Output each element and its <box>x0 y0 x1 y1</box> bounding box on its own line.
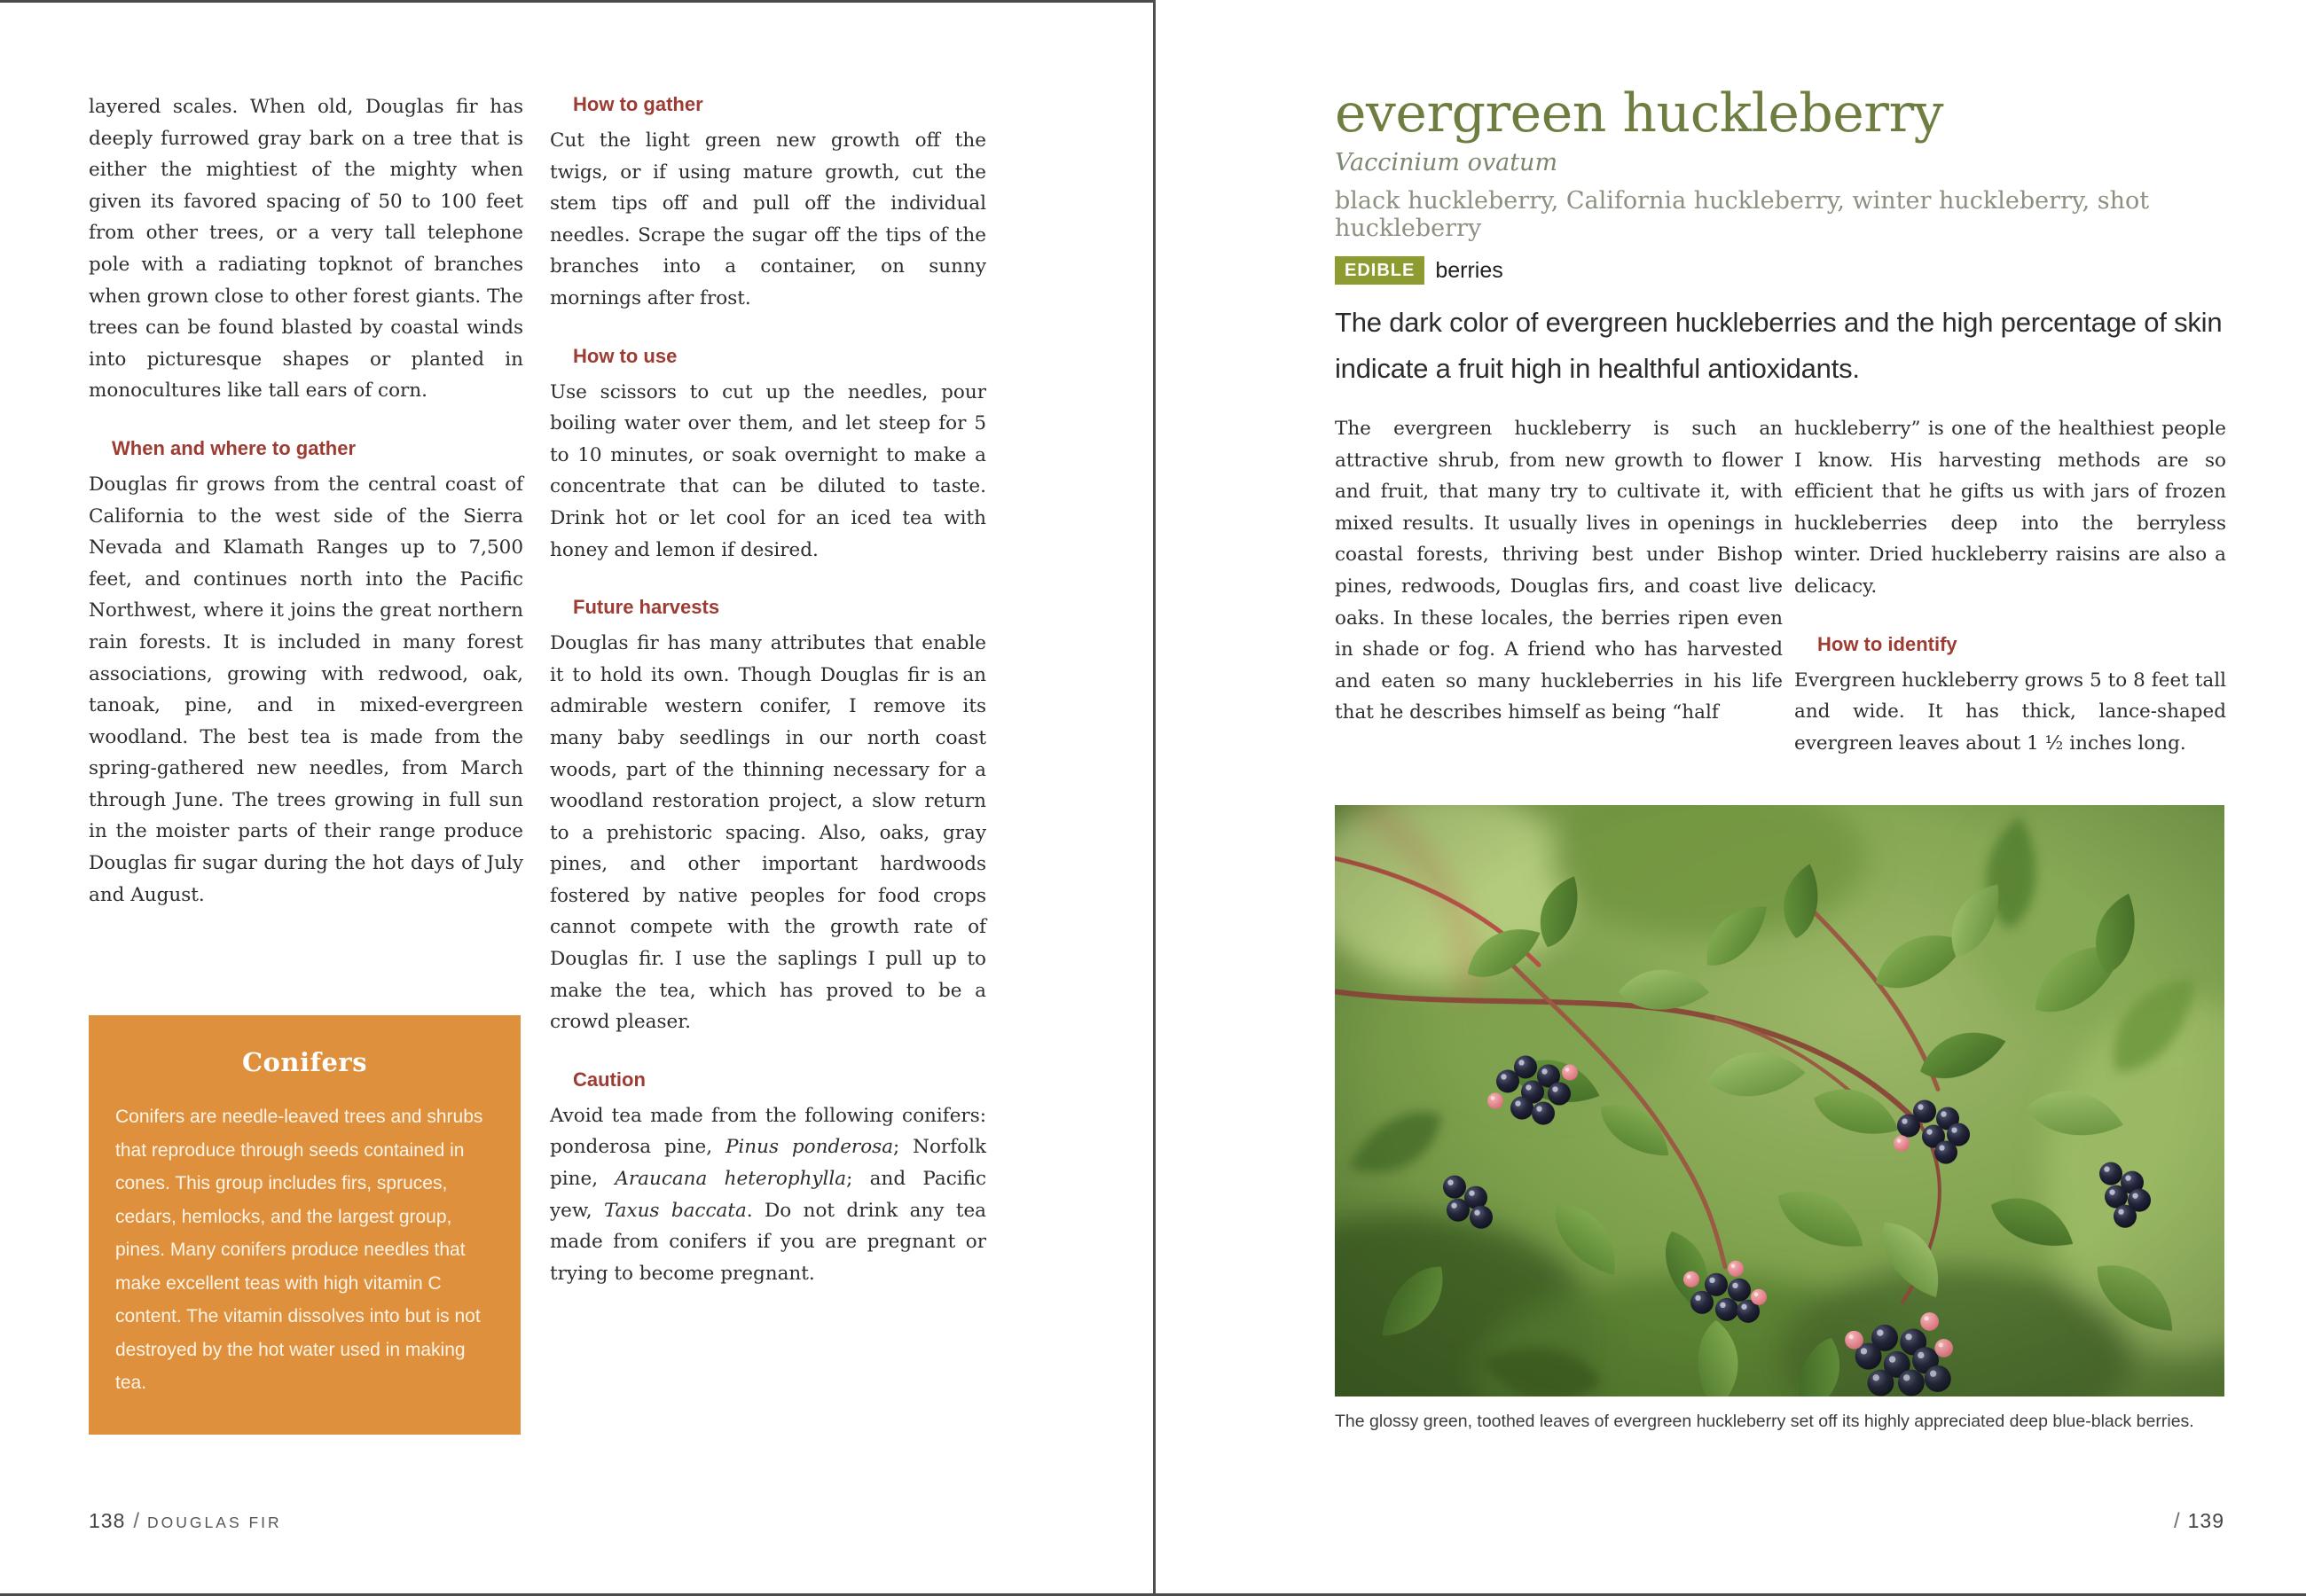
conifers-box-title: Conifers <box>241 1047 368 1077</box>
scientific-name: Vaccinium ovatum <box>1335 149 1558 176</box>
huckleberry-photo-illustration <box>1335 805 2224 1396</box>
heading-how-to-use: How to use <box>573 344 678 367</box>
how-to-use-paragraph: Use scissors to cut up the needles, pour boiling water over them, and let steep for 5 to 10 minutes, or soak overnight to make a concentrate that can be diluted to taste. Drink hot or let cool for an iced tea with honey and lemon if desired. <box>550 380 986 561</box>
left-page-number: 138 <box>89 1509 126 1532</box>
huckleberry-paragraph-2: huckleberry” is one of the healthiest people I know. His harvesting methods are so efficient that he gifts us with jars of frozen huckleberries deep into the berryless winter. Dried huckleberry raisins are also a delicacy. <box>1794 418 2226 598</box>
how-to-gather-paragraph: Cut the light green new growth off the twigs, or if using mature growth, cut the stem tips off and pull off the individual needles. Scrape the sugar off the tips of the branches into a container, on sunny mornings after frost. <box>550 129 986 309</box>
lede-paragraph: The dark color of evergreen huckleberries and the high percentage of skin indicate a fruit high in healthful antioxidants. <box>1335 307 2223 384</box>
right-page-footer <box>2166 1509 2224 1534</box>
heading-how-to-gather: How to gather <box>573 93 703 115</box>
right-page-header <box>1335 82 2231 285</box>
how-to-identify-paragraph: Evergreen huckleberry grows 5 to 8 feet tall and wide. It has thick, lance-shaped evergreen leaves about 1 ½ inches long. <box>1794 669 2226 755</box>
plant-title: evergreen huckleberry <box>1335 82 1944 145</box>
edible-badge-row <box>1335 256 2231 285</box>
right-page-column-1 <box>1335 413 1783 729</box>
edible-badge: EDIBLE <box>1335 256 1424 285</box>
chapter-name: DOUGLAS FIR <box>147 1514 282 1531</box>
footer-slash: / <box>133 1509 140 1533</box>
caution-paragraph: Avoid tea made from the following conifers: ponderosa pine, Pinus ponderosa; Norfolk pine, Araucana heterophylla; and Pacific yew, Taxus baccata. Do not drink any tea made from conifers if you are pregnant or trying to become pregnant. <box>550 1104 987 1285</box>
left-page-column-2 <box>550 91 986 1289</box>
right-page-number: 139 <box>2187 1509 2224 1532</box>
heading-caution: Caution <box>573 1068 646 1091</box>
page-divider <box>1153 0 1156 1596</box>
footer-slash: / <box>2173 1509 2180 1533</box>
left-page-footer <box>89 1509 282 1534</box>
common-names: black huckleberry, California huckleberry, winter huckleberry, shot huckleberry <box>1335 187 2150 242</box>
right-page-column-2 <box>1794 413 2226 759</box>
conifers-box-body: Conifers are needle-leaved trees and shrubs that reproduce through seeds contained in cones. This group includes firs, spruces, cedars, hemlocks, and the largest group, pines. Many conifers produce needles that make excellent teas with high vitamin C content. The vitamin dissolves into but is not destroyed by the hot water used in making tea. <box>115 1107 483 1393</box>
left-page-column-1 <box>89 91 523 911</box>
photo-caption: The glossy green, toothed leaves of evergreen huckleberry set off its highly appreciated deep blue-black berries. <box>1335 1412 2194 1431</box>
huckleberry-photo <box>1335 805 2224 1396</box>
douglas-fir-opening-paragraph: layered scales. When old, Douglas fir has deeply furrowed gray bark on a tree that is either the mightiest of the mighty when given its favored spacing of 50 to 100 feet from other trees, or a very tall telephone pole with a radiating topknot of branches when grown close to other forest giants. The trees can be found blasted by coastal winds into picturesque shapes or planted in monocultures like tall ears of corn. <box>89 96 523 403</box>
future-harvests-paragraph: Douglas fir has many attributes that enable it to hold its own. Though Douglas fir is an admirable western conifer, I remove its many baby seedlings in our north coast woods, part of the thinning necessary for a woodland restoration project, a slow return to a prehistoric spacing. Also, oaks, gray pines, and other important hardwoods fostered by native peoples for food crops cannot compete with the growth rate of Douglas fir. I use the saplings I pull up to make the tea, which has proved to be a crowd pleaser. <box>550 632 986 1034</box>
top-rule <box>0 0 1155 3</box>
edible-part-label: berries <box>1435 257 1503 283</box>
heading-future-harvests: Future harvests <box>573 596 720 619</box>
heading-when-and-where-to-gather: When and where to gather <box>112 436 357 459</box>
heading-how-to-identify: How to identify <box>1817 632 1957 655</box>
conifers-sidebar-box <box>89 1015 521 1435</box>
huckleberry-paragraph-1: The evergreen huckleberry is such an attractive shrub, from new growth to flower and fruit, that many try to cultivate it, with mixed results. It usually lives in openings in coastal forests, thriving best under Bishop pines, redwoods, Douglas firs, and coast live oaks. In these locales, the berries ripen even in shade or fog. A friend who has harvested and eaten so many huckleberries in his life that he describes himself as being “half <box>1335 418 1783 724</box>
when-and-where-paragraph: Douglas fir grows from the central coast of California to the west side of the Sierra Nevada and Klamath Ranges up to 7,500 feet, and continues north into the Pacific Northwest, where it joins the great northern rain forests. It is included in many forest associations, growing with redwood, oak, tanoak, pine, and in mixed-evergreen woodland. The best tea is made from the spring-gathered new needles, from March through June. The trees growing in full sun in the moister parts of their range produce Douglas fir sugar during the hot days of July and August. <box>89 473 523 906</box>
